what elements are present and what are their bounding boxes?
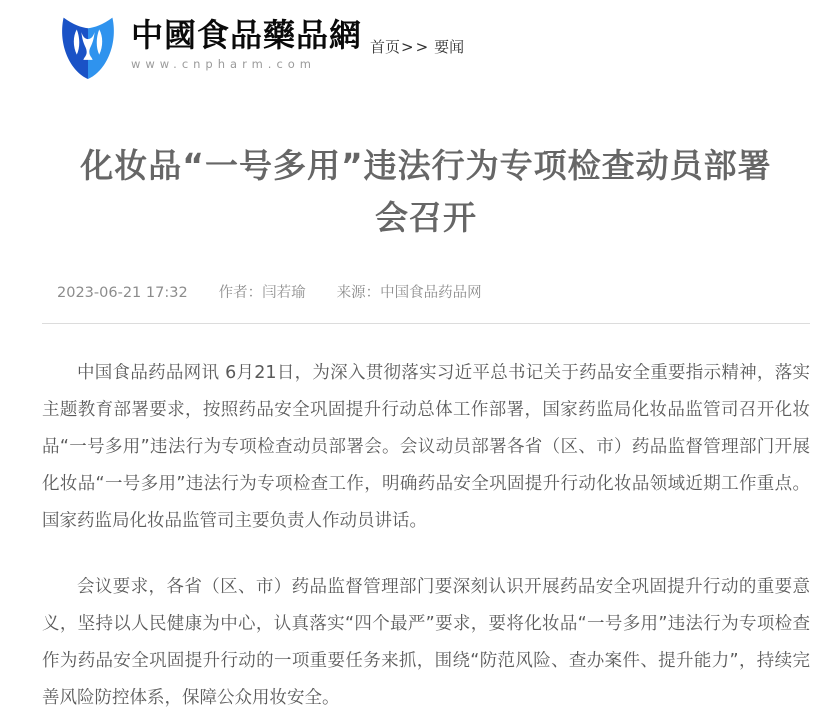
brand-text-block xyxy=(131,15,362,71)
article xyxy=(42,140,810,717)
author-label: 作者： xyxy=(218,285,263,301)
article-paragraph: 中国食品药品网讯 6月21日，为深入贯彻落实习近平总书记关于药品安全重要指示精神，落实主题教育部署要求，按照药品安全巩固提升行动总体工作部署，国家药监局化妆品监管司召开化妆品“一号多用”违法行为专项检查动员部署会。会议动员部署各省（区、市）药品监督管理部门开展化妆品“一号多用”违法行为专项检查工作，明确药品安全巩固提升行动化妆品领域近期工作重点。国家药监局化妆品监管司主要负责人作动员讲话。 xyxy=(42,363,810,531)
page-title: 化妆品“一号多用”违法行为专项检查动员部署会召开 xyxy=(80,146,772,237)
breadcrumb-section-link[interactable]: 要闻 xyxy=(434,38,465,56)
article-paragraph: 会议要求，各省（区、市）药品监督管理部门要深刻认识开展药品安全巩固提升行动的重要意义，坚持以人民健康为中心，认真落实“四个最严”要求，要将化妆品“一号多用”违法行为专项检查作为药品安全巩固提升行动的一项重要任务来抓，围绕“防范风险、查办案件、提升能力”，持续完善风险防控体系，保障公众用妆安全。 xyxy=(42,577,810,708)
source-label: 来源： xyxy=(336,285,381,301)
source-name: 中国食品药品网 xyxy=(380,285,482,301)
article-meta xyxy=(42,281,810,302)
breadcrumb xyxy=(370,36,464,57)
article-body xyxy=(42,324,810,717)
butterfly-m-logo-icon xyxy=(55,15,121,81)
author-item xyxy=(219,281,306,302)
source-item xyxy=(337,281,482,302)
breadcrumb-home-link[interactable]: 首页 xyxy=(370,38,401,56)
site-name[interactable]: 中國食品藥品網 xyxy=(131,16,363,54)
site-logo[interactable] xyxy=(55,15,362,81)
site-header xyxy=(0,0,840,96)
publish-datetime: 2023-06-21 17:32 xyxy=(57,285,188,301)
breadcrumb-separator: >> xyxy=(401,38,431,56)
site-url: www.cnpharm.com xyxy=(131,57,317,71)
author-name: 闫若瑜 xyxy=(262,285,306,301)
